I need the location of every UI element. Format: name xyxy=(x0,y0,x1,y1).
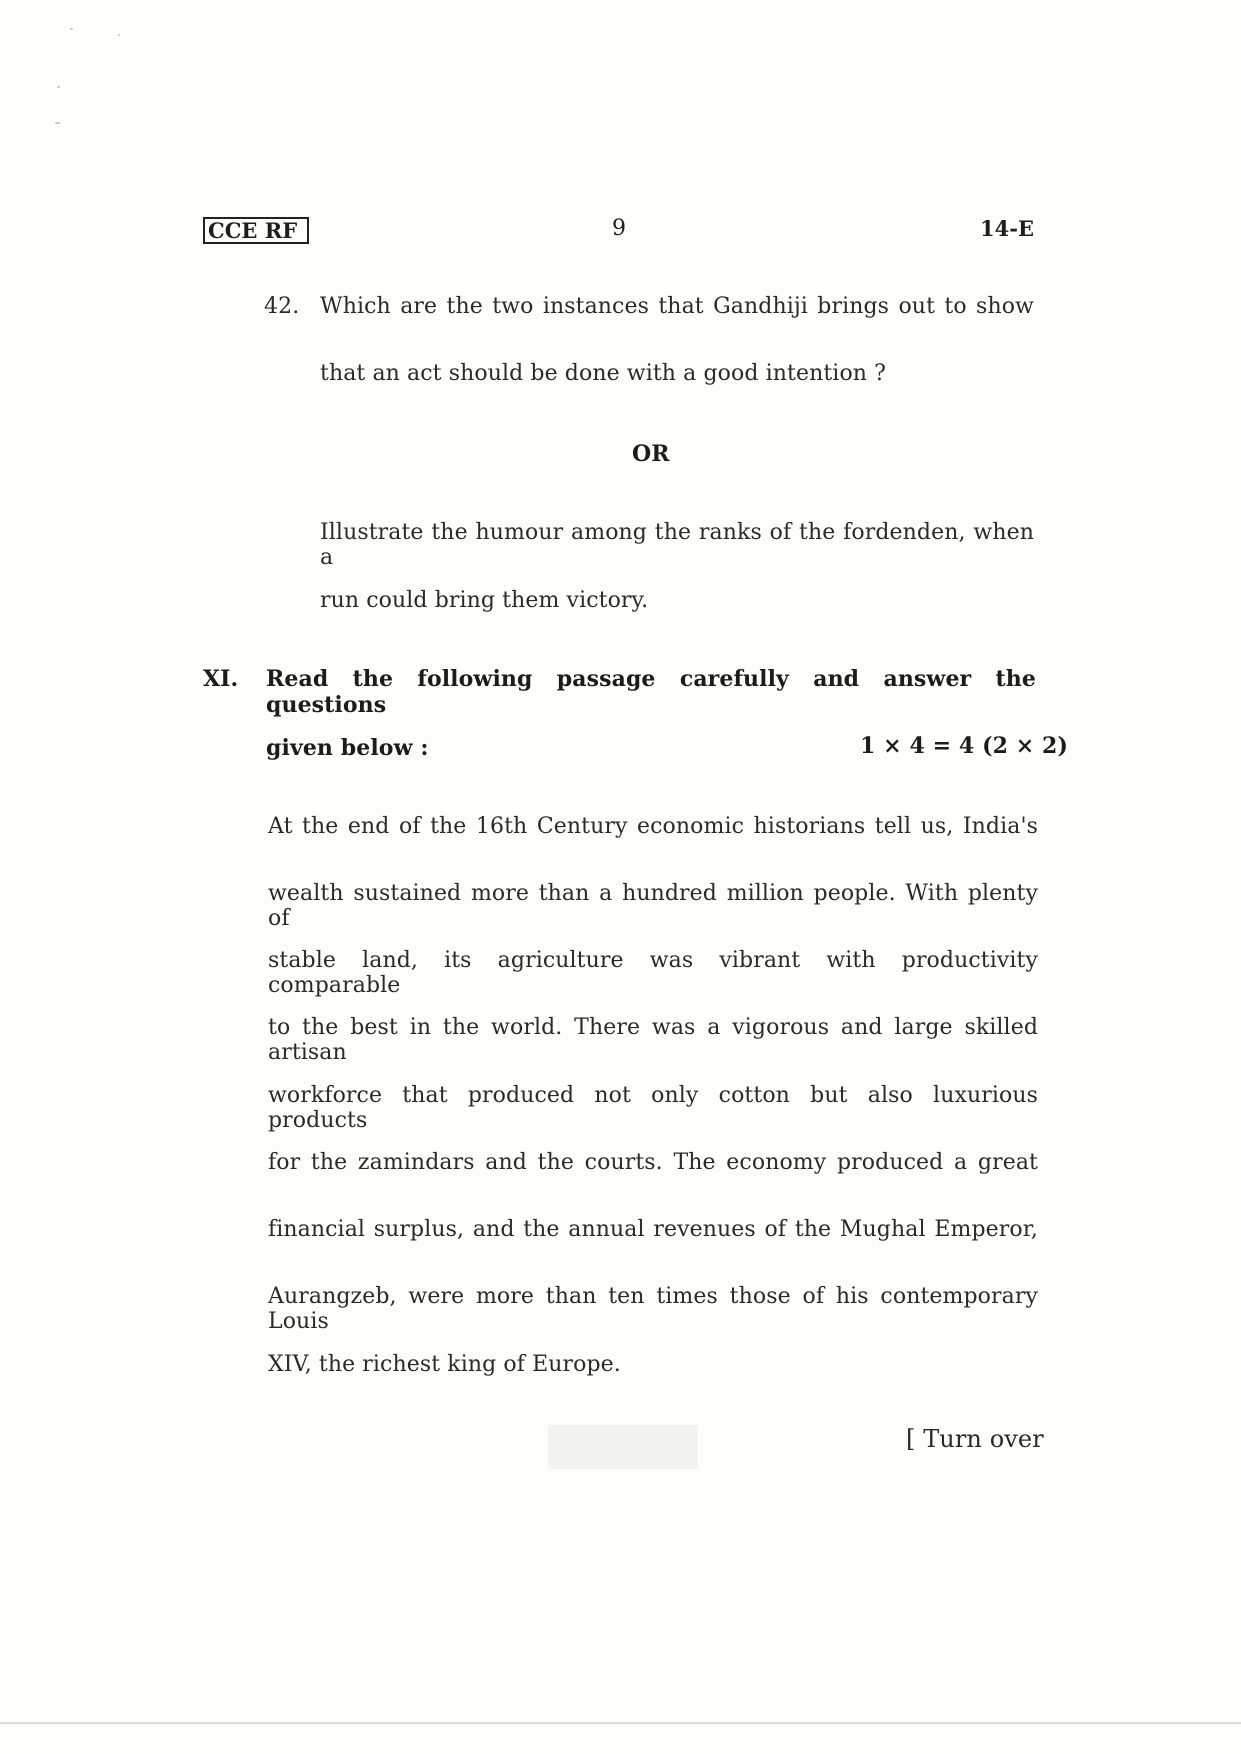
section-instruction-line: given below : xyxy=(266,735,429,761)
turn-over-note: [ Turn over xyxy=(906,1425,1044,1453)
scan-speck xyxy=(55,122,60,124)
or-separator: OR xyxy=(632,441,670,467)
section-number: XI. xyxy=(203,666,239,692)
paper-series-code: CCE RF xyxy=(203,217,309,244)
marks-allocation: 1 × 4 = 4 (2 × 2) xyxy=(860,733,1068,759)
paper-code: 14-E xyxy=(980,216,1034,241)
scan-speck xyxy=(118,34,120,36)
scan-speck xyxy=(57,86,60,88)
passage-line: for the zamindars and the courts. The economy produced a great xyxy=(268,1150,1038,1175)
scan-speck xyxy=(70,28,73,30)
question-text-line: that an act should be done with a good intention ? xyxy=(320,361,887,386)
question-number: 42. xyxy=(264,294,300,319)
passage-line: At the end of the 16th Century economic historians tell us, India's xyxy=(268,814,1038,839)
question-text-line: Which are the two instances that Gandhiji brings out to show xyxy=(320,294,1034,319)
passage-line: Aurangzeb, were more than ten times those of his contemporary Louis xyxy=(268,1284,1038,1334)
scan-edge-line xyxy=(0,1722,1241,1724)
passage-line: to the best in the world. There was a vigorous and large skilled artisan xyxy=(268,1015,1038,1065)
faded-stamp xyxy=(548,1425,698,1469)
section-instruction-line: Read the following passage carefully and answer the questions xyxy=(266,666,1036,718)
passage-line: wealth sustained more than a hundred million people. With plenty of xyxy=(268,881,1038,931)
passage-line: stable land, its agriculture was vibrant with productivity comparable xyxy=(268,948,1038,998)
passage-line: financial surplus, and the annual revenues of the Mughal Emperor, xyxy=(268,1217,1038,1242)
passage-line: workforce that produced not only cotton but also luxurious products xyxy=(268,1083,1038,1133)
page-number: 9 xyxy=(612,216,626,241)
alternate-question-line: run could bring them victory. xyxy=(320,588,649,613)
alternate-question-line: Illustrate the humour among the ranks of the fordenden, when a xyxy=(320,520,1034,570)
passage-line: XIV, the richest king of Europe. xyxy=(268,1352,621,1377)
